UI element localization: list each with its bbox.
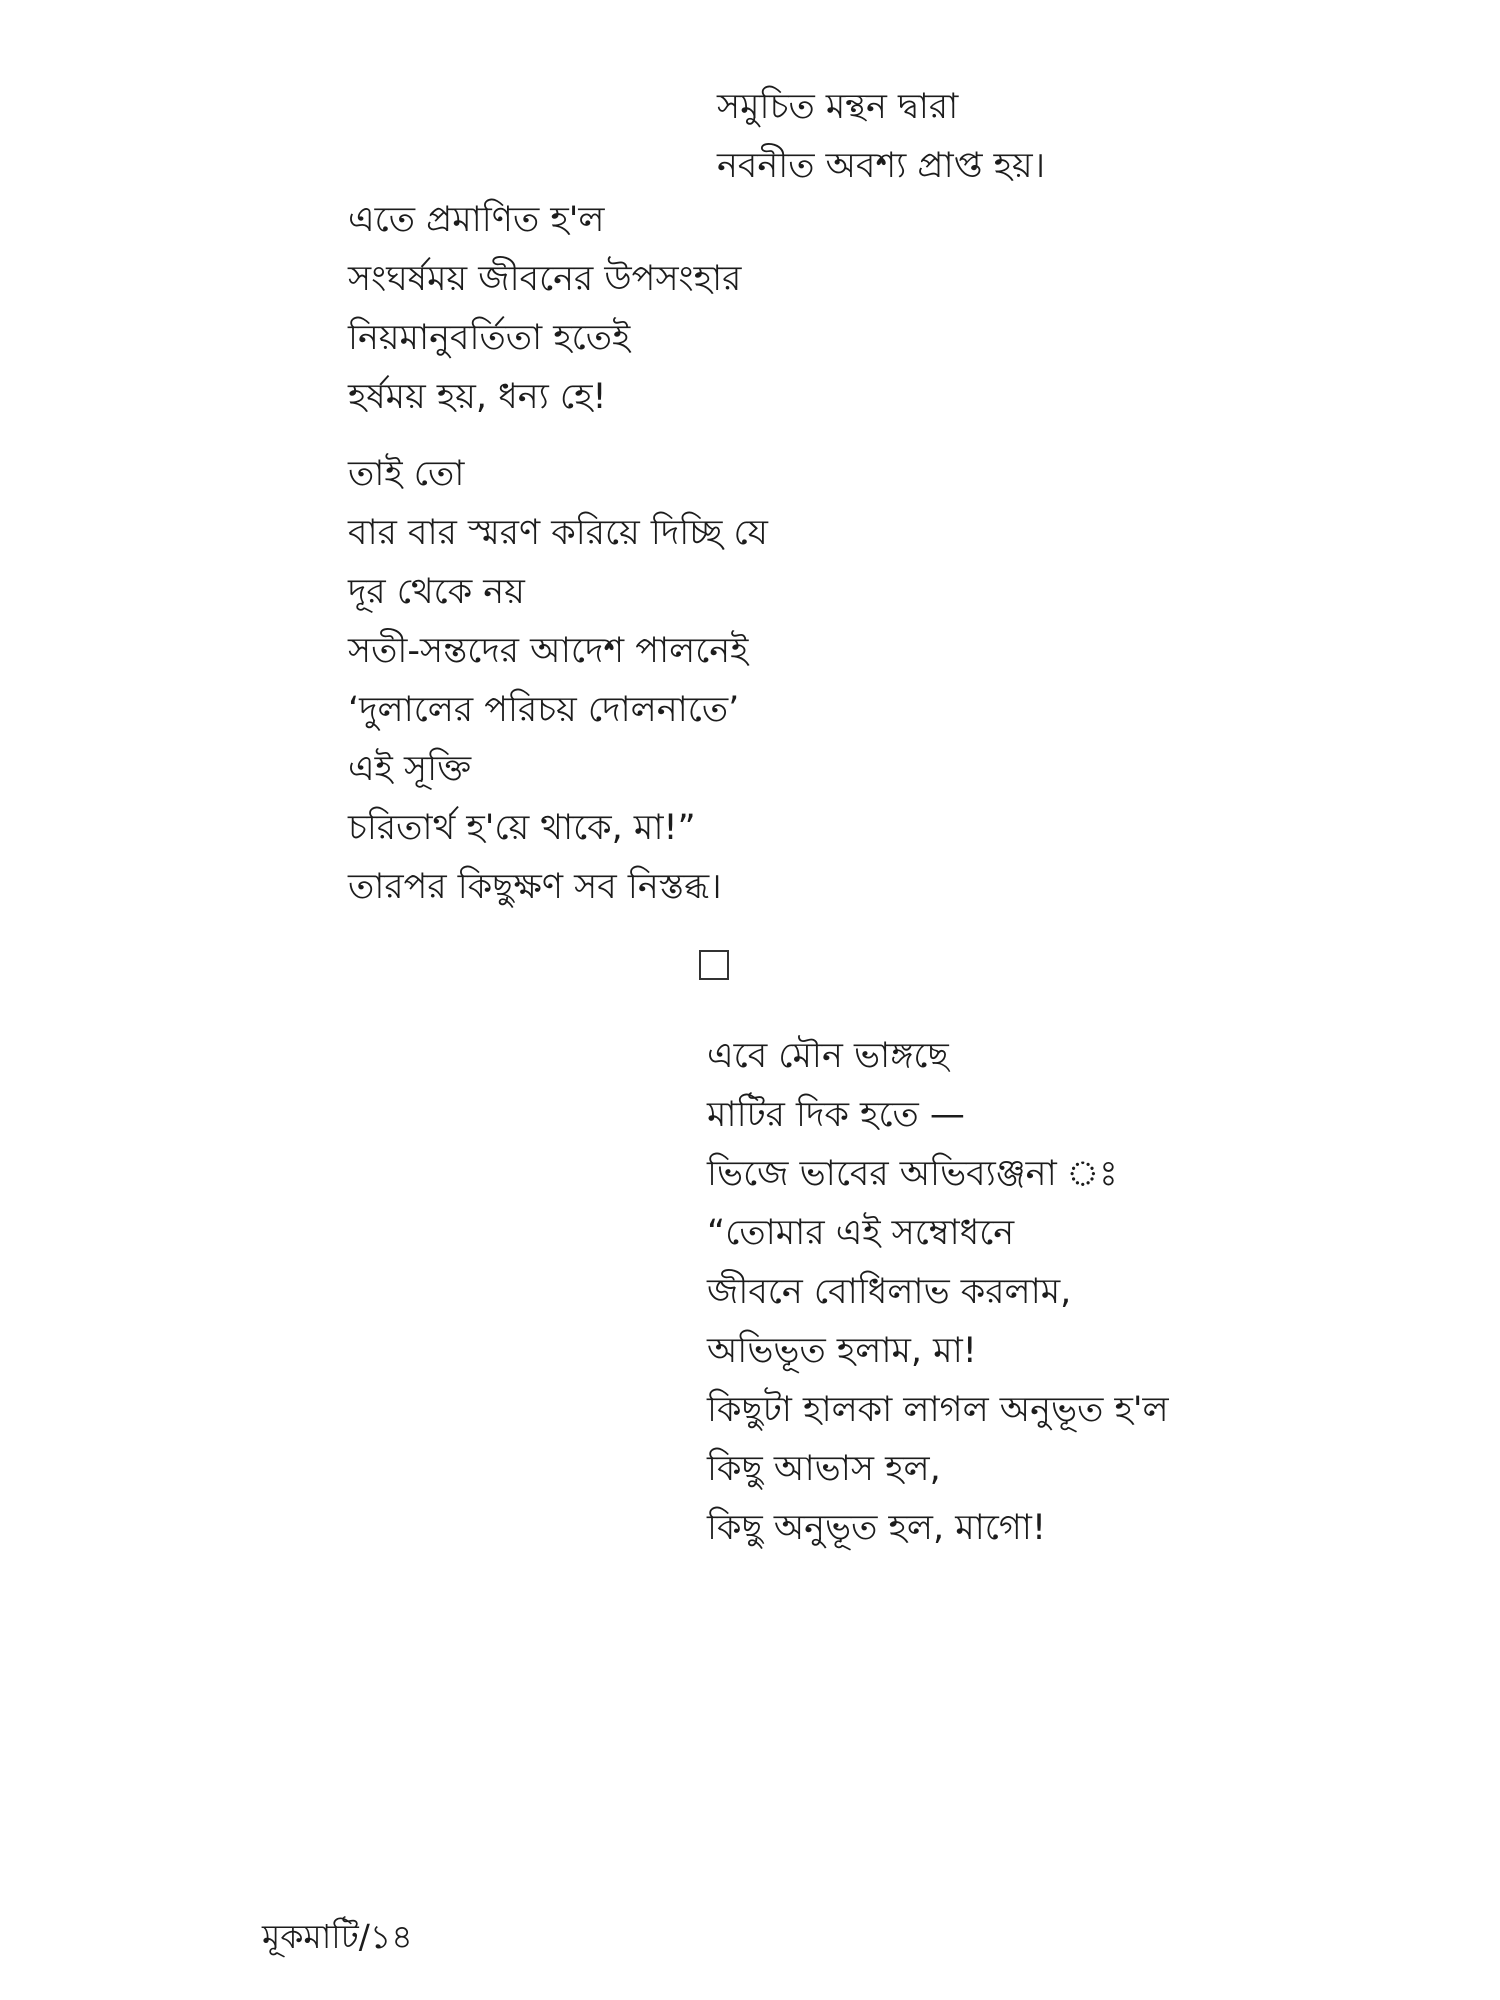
- poem-line: ভিজে ভাবের অভিব্যঞ্জনা ঃ: [707, 1154, 1118, 1194]
- page-footer-label: মূকমাটি/১৪: [262, 1917, 413, 1956]
- poem-line: হর্ষময় হয়, ধন্য হে!: [348, 377, 607, 417]
- poem-line: এবে মৌন ভাঙ্গছে: [707, 1036, 949, 1076]
- section-divider-square: [699, 950, 729, 980]
- poem-line: এতে প্রমাণিত হ'ল: [348, 200, 605, 240]
- poem-line: নিয়মানুবর্তিতা হতেই: [348, 318, 631, 358]
- poem-line: তাই তো: [348, 454, 465, 494]
- poem-line: সংঘর্ষময় জীবনের উপসংহার: [348, 259, 742, 299]
- stanza-2: [348, 191, 741, 427]
- poem-line: জীবনে বোধিলাভ করলাম,: [707, 1272, 1072, 1312]
- poem-line: মাটির দিক হতে —: [707, 1095, 965, 1135]
- poem-line: সমুচিত মন্থন দ্বারা: [717, 87, 959, 127]
- poem-line: অভিভূত হলাম, মা!: [707, 1331, 977, 1371]
- poem-line: এই সূক্তি: [348, 749, 472, 789]
- poem-line: কিছুটা হালকা লাগল অনুভূত হ'ল: [707, 1390, 1169, 1430]
- poem-line: “তোমার এই সম্বোধনে: [707, 1213, 1015, 1253]
- poem-line: তারপর কিছুক্ষণ সব নিস্তব্ধ।: [348, 867, 722, 907]
- stanza-4: [707, 1027, 1169, 1558]
- poem-line: সতী-সন্তদের আদেশ পালনেই: [348, 631, 749, 671]
- poem-line: নবনীত অবশ্য প্রাপ্ত হয়।: [717, 146, 1046, 186]
- poem-line: বার বার স্মরণ করিয়ে দিচ্ছি যে: [348, 513, 768, 553]
- stanza-1: [717, 78, 1045, 196]
- poem-line: ‘দুলালের পরিচয় দোলনাতে’: [348, 690, 740, 730]
- poem-line: কিছু আভাস হল,: [707, 1449, 941, 1489]
- poem-line: দূর থেকে নয়: [348, 572, 525, 612]
- poem-line: কিছু অনুভূত হল, মাগো!: [707, 1508, 1046, 1548]
- stanza-3: [348, 445, 768, 917]
- poem-line: চরিতার্থ হ'য়ে থাকে, মা!”: [348, 808, 696, 848]
